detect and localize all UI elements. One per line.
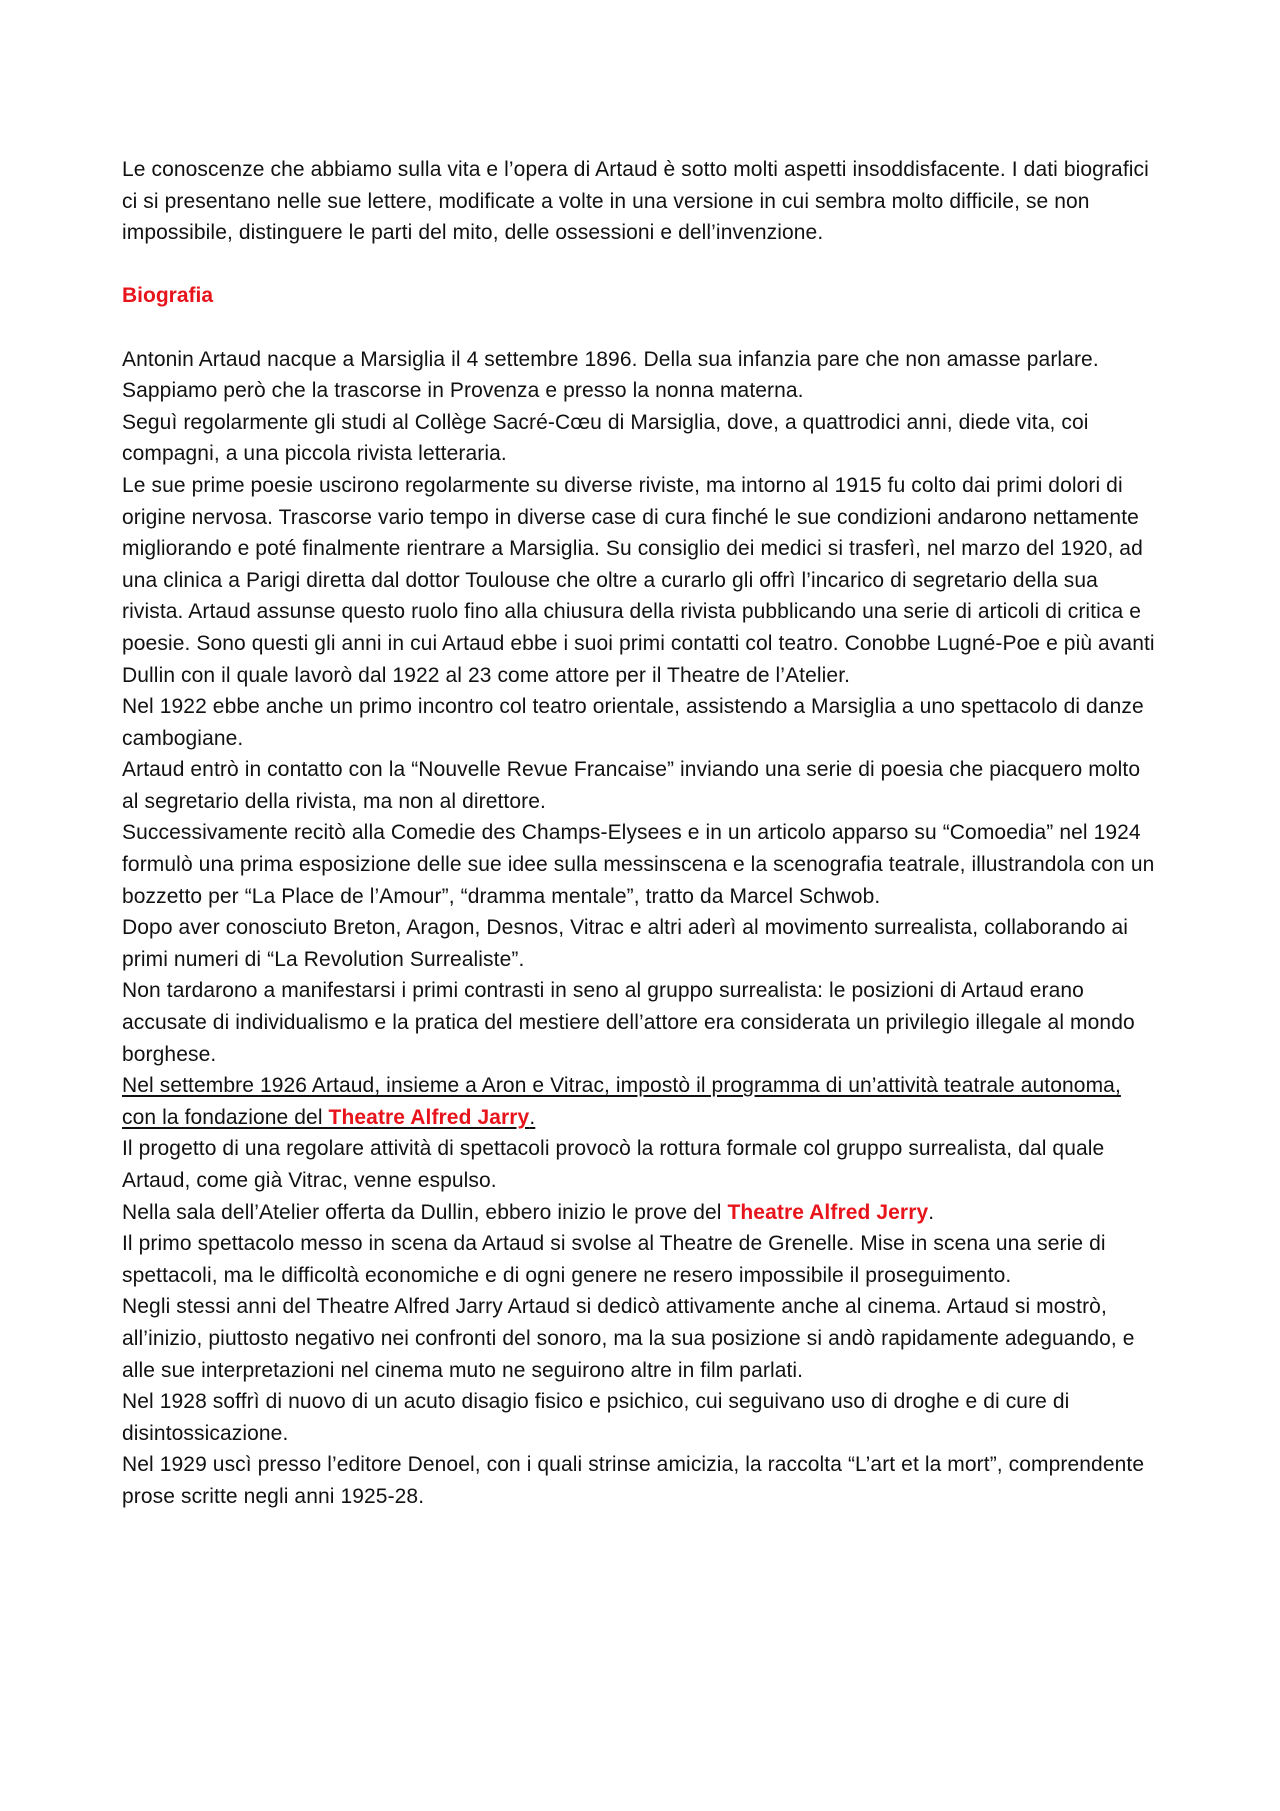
bio-paragraph-11 (122, 1197, 1160, 1229)
blank-line (122, 249, 1160, 281)
bio-paragraph-2: Seguì regolarmente gli studi al Collège Sacré-Cœu di Marsiglia, dove, a quattrodici anni, diede vita, coi compagni, a una piccola rivista letteraria. (122, 410, 1089, 466)
bio-paragraph-9-underlined (122, 1070, 1160, 1133)
blank-line (122, 312, 1160, 344)
paragraph-9-end: . (529, 1105, 536, 1129)
bio-paragraph-5: Artaud entrò in contatto con la “Nouvelle Revue Francaise” inviando una serie di poesia che piacquero molto al segretario della rivista, ma non al direttore. (122, 758, 1141, 813)
bio-paragraph-7: Dopo aver conosciuto Breton, Aragon, Desnos, Vitrac e altri aderì al movimento surrealista, collaborando ai primi numeri di “La Revolution Surrealiste”. (122, 916, 1129, 971)
intro-paragraph: Le conoscenze che abbiamo sulla vita e l’opera di Artaud è sotto molti aspetti insoddisfacente. I dati biografici ci si presentano nelle sue lettere, modificate a volte in una versione in cui sembra molto difficile, se non impossibile, distinguere le parti del mito, delle ossessioni e dell’invenzione. (122, 158, 1149, 245)
theatre-name-highlight-2: Theatre Alfred Jerry (727, 1200, 929, 1224)
bio-paragraph-8: Non tardarono a manifestarsi i primi contrasti in seno al gruppo surrealista: le posizioni di Artaud erano accusate di individualismo e la pratica del mestiere dell’attore era considerata un privilegio illegale al mondo borghese. (122, 979, 1135, 1066)
bio-paragraph-4: Nel 1922 ebbe anche un primo incontro col teatro orientale, assistendo a Marsiglia a uno spettacolo di danze cambogiane. (122, 695, 1144, 750)
bio-paragraph-14: Nel 1928 soffrì di nuovo di un acuto disagio fisico e psichico, cui seguivano uso di droghe e di cure di disintossicazione. (122, 1390, 1070, 1445)
bio-paragraph-6: Successivamente recitò alla Comedie des Champs-Elysees e in un articolo apparso su “Comoedia” nel 1924 formulò una prima esposizione delle sue idee sulla messinscena e la scenografia teatrale, illustrandola con un bozzetto per “La Place de l’Amour”, “dramma mentale”, tratto da Marcel Schwob. (122, 821, 1155, 908)
theatre-name-highlight: Theatre Alfred Jarry (328, 1105, 530, 1129)
paragraph-11-end: . (928, 1200, 935, 1224)
bio-paragraph-1: Antonin Artaud nacque a Marsiglia il 4 settembre 1896. Della sua infanzia pare che non amasse parlare. Sappiamo però che la trascorse in Provenza e presso la nonna materna. (122, 347, 1099, 403)
bio-paragraph-3: Le sue prime poesie uscirono regolarmente su diverse riviste, ma intorno al 1915 fu colto dai primi dolori di origine nervosa. Trascorse vario tempo in diverse case di cura finché le sue condizioni andarono nettamente migliorando e poté finalmente rientrare a Marsiglia. Su consiglio dei medici si trasferì, nel marzo del 1920, ad una clinica a Parigi diretta dal dottor Toulouse che oltre a curarlo gli offrì l’incarico di segretario della sua rivista. Artaud assunse questo ruolo fino alla chiusura della rivista pubblicando una serie di articoli di critica e poesie. Sono questi gli anni in cui Artaud ebbe i suoi primi contatti col teatro. Conobbe Lugné-Poe e più avanti Dullin con il quale lavorò dal 1922 al 23 come attore per il Theatre de l’Atelier. (122, 473, 1155, 687)
paragraph-11-text: Nella sala dell’Atelier offerta da Dullin, ebbero inizio le prove del (122, 1200, 728, 1224)
paragraph-9-text: Nel settembre 1926 Artaud, insieme a Aron e Vitrac, impostò il programma di un’attività teatrale autonoma, con la fondazione del (122, 1074, 1121, 1129)
bio-paragraph-12: Il primo spettacolo messo in scena da Artaud si svolse al Theatre de Grenelle. Mise in scena una serie di spettacoli, ma le difficoltà economiche e di ogni genere ne resero impossibile il proseguimento. (122, 1232, 1106, 1287)
section-heading: Biografia (122, 284, 214, 308)
bio-paragraph-10: Il progetto di una regolare attività di spettacoli provocò la rottura formale col gruppo surrealista, dal quale Artaud, come già Vitrac, venne espulso. (122, 1137, 1105, 1192)
bio-paragraph-13: Negli stessi anni del Theatre Alfred Jarry Artaud si dedicò attivamente anche al cinema. Artaud si mostrò, all’inizio, piuttosto negativo nei confronti del sonoro, ma la sua posizione si andò rapidamente adeguando, e alle sue interpretazioni nel cinema muto ne seguirono altre in film parlati. (122, 1295, 1135, 1382)
bio-paragraph-15: Nel 1929 uscì presso l’editore Denoel, con i quali strinse amicizia, la raccolta “L’art et la mort”, comprendente prose scritte negli anni 1925-28. (122, 1453, 1145, 1508)
